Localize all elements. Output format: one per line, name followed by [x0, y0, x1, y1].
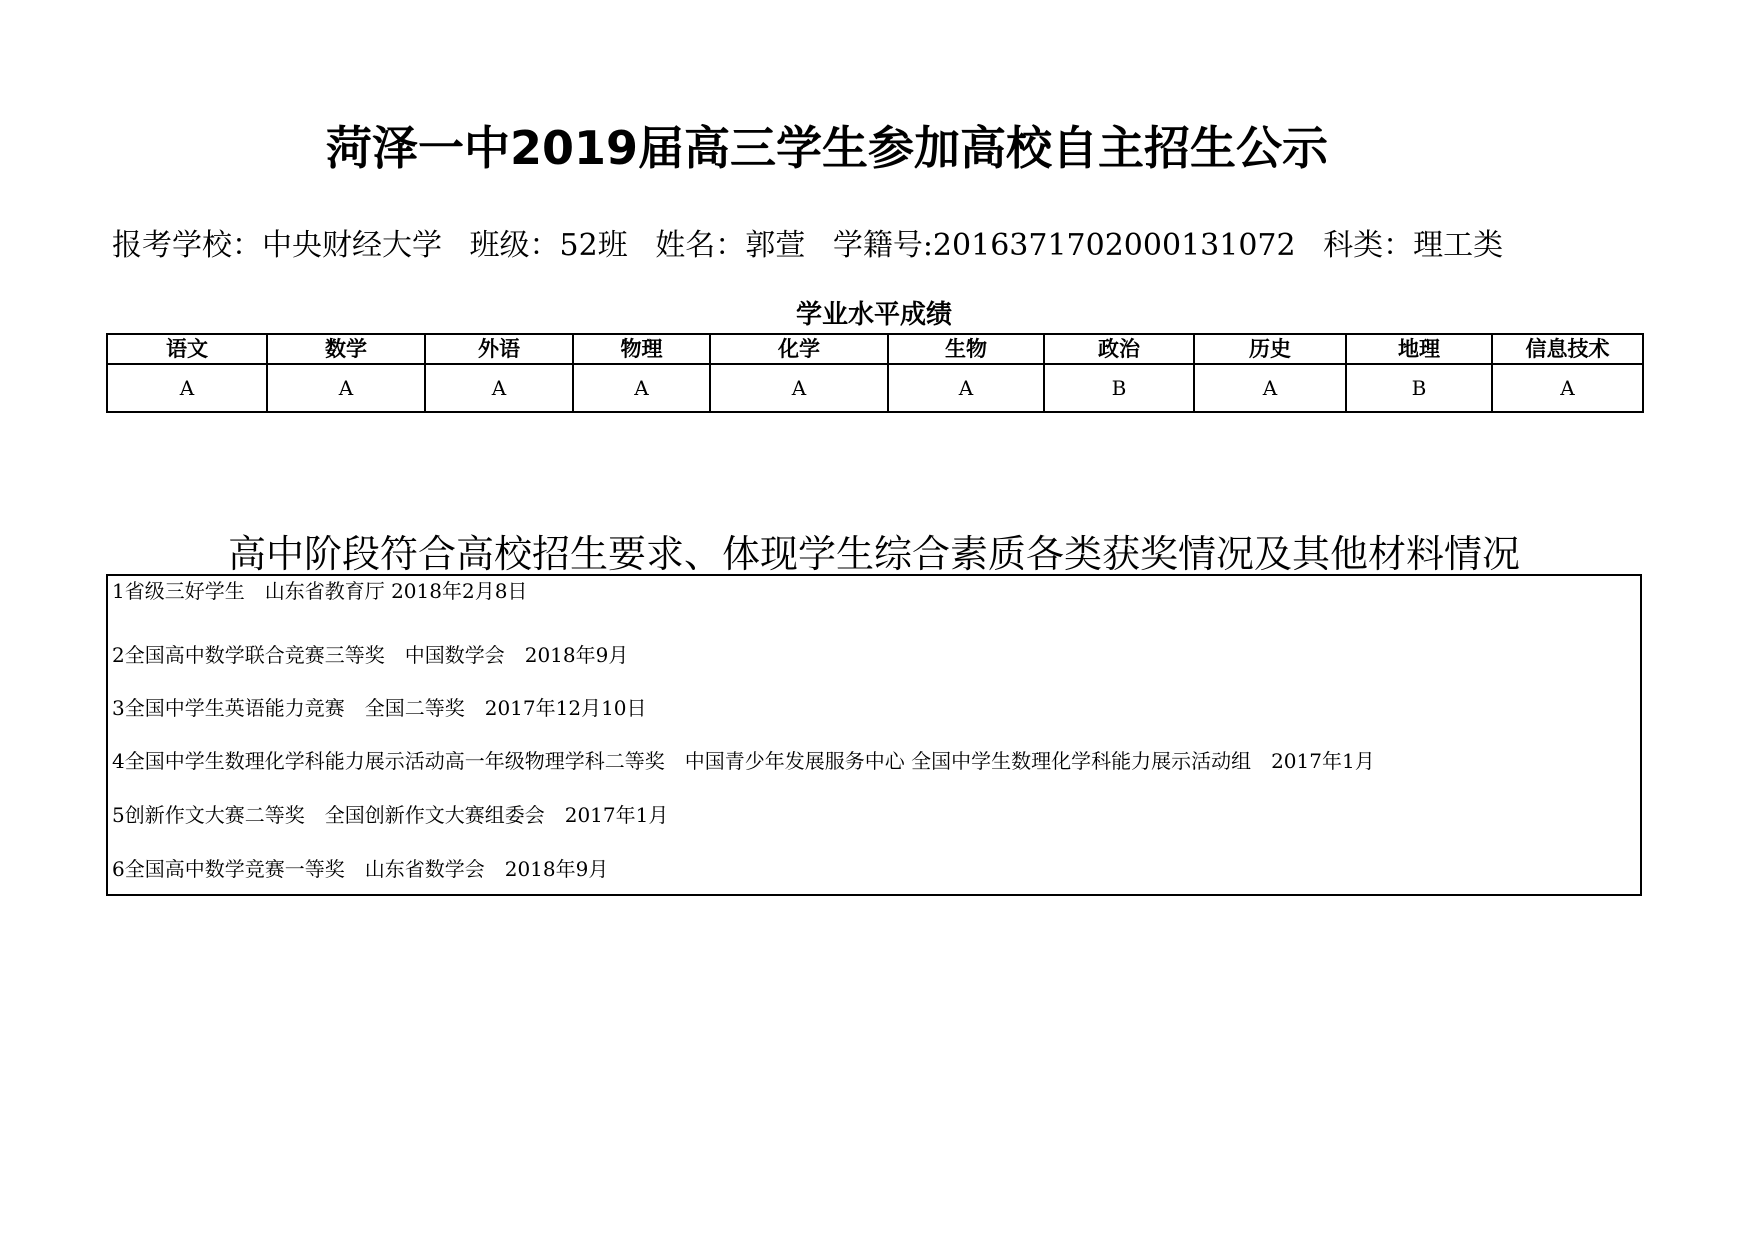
award-item: 5创新作文大赛二等奖 全国创新作文大赛组委会 2017年1月: [112, 803, 669, 827]
grade-cell: A: [888, 364, 1044, 412]
grade-cell: B: [1346, 364, 1492, 412]
subject-header: 地理: [1346, 334, 1492, 364]
info-class: 班级：52班: [469, 228, 628, 263]
info-name: 姓名：郭萱: [655, 228, 806, 263]
subject-header: 数学: [267, 334, 425, 364]
info-student-id: 学籍号:2016371702000131072: [832, 228, 1296, 263]
subject-header: 政治: [1044, 334, 1194, 364]
page-title: 菏泽一中2019届高三学生参加高校自主招生公示: [325, 121, 1329, 175]
awards-list: [106, 574, 1642, 896]
grades-value-row: [107, 364, 1643, 412]
grade-cell: B: [1044, 364, 1194, 412]
subject-header: 物理: [573, 334, 710, 364]
grade-cell: A: [425, 364, 573, 412]
info-school: 报考学校：中央财经大学: [112, 228, 442, 263]
subject-header: 信息技术: [1492, 334, 1643, 364]
award-item: 3全国中学生英语能力竞赛 全国二等奖 2017年12月10日: [112, 696, 647, 720]
subject-header: 语文: [107, 334, 267, 364]
grade-cell: A: [107, 364, 267, 412]
grades-table: [106, 333, 1644, 413]
grade-cell: A: [1492, 364, 1643, 412]
grade-cell: A: [267, 364, 425, 412]
awards-caption: 高中阶段符合高校招生要求、体现学生综合素质各类获奖情况及其他材料情况: [227, 532, 1520, 576]
grades-caption: 学业水平成绩: [795, 300, 952, 330]
award-item: 4全国中学生数理化学科能力展示活动高一年级物理学科二等奖 中国青少年发展服务中心 全国中学生数理化学科能力展示活动组 2017年1月: [112, 749, 1375, 773]
info-category: 科类：理工类: [1323, 228, 1504, 263]
award-item: 6全国高中数学竞赛一等奖 山东省数学会 2018年9月: [112, 857, 609, 881]
grade-cell: A: [573, 364, 710, 412]
award-item: 1省级三好学生 山东省教育厅 2018年2月8日: [112, 579, 528, 603]
grade-cell: A: [1194, 364, 1346, 412]
subject-header: 生物: [888, 334, 1044, 364]
grade-cell: A: [710, 364, 888, 412]
subject-header: 历史: [1194, 334, 1346, 364]
subject-header: 外语: [425, 334, 573, 364]
grades-header-row: [107, 334, 1643, 364]
applicant-info: [112, 226, 1521, 266]
subject-header: 化学: [710, 334, 888, 364]
award-item: 2全国高中数学联合竞赛三等奖 中国数学会 2018年9月: [112, 643, 629, 667]
